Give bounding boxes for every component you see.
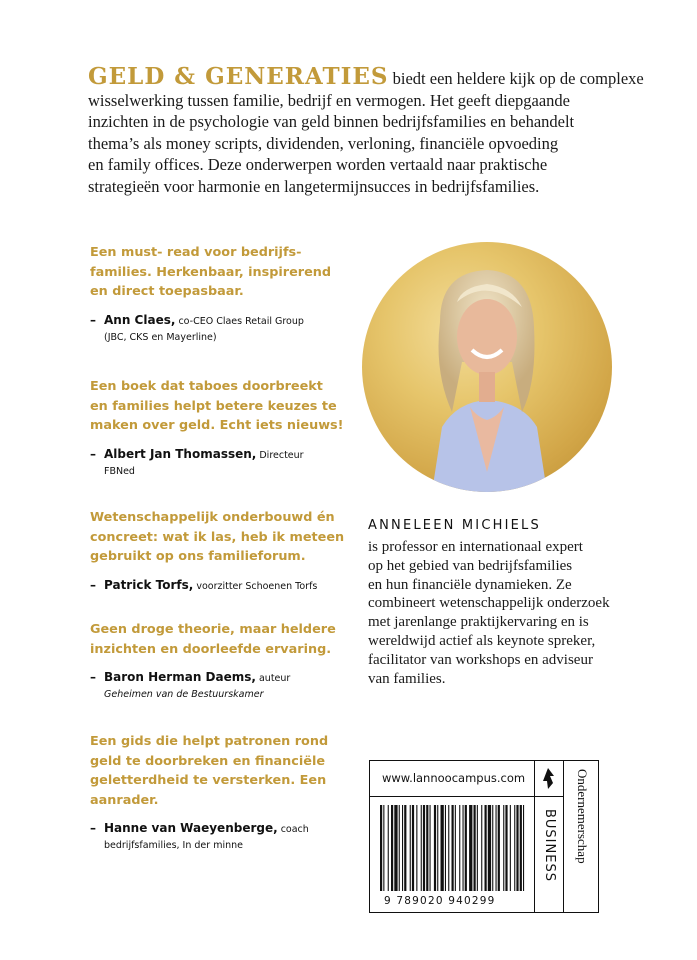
quote-line: inzichten en doorleefde ervaring. [90, 641, 332, 657]
bio-line: facilitator van workshops en adviseur [368, 651, 593, 668]
endorser-role: Directeur [256, 449, 304, 461]
barcode-bar [469, 805, 472, 891]
barcode-bar [455, 805, 456, 891]
genre-cell [563, 761, 598, 912]
quote-attribution: – Albert Jan Thomassen, Directeur FBNed [90, 446, 360, 480]
endorsement-quote [90, 377, 360, 480]
quote-text [90, 732, 360, 810]
barcode-bar [503, 805, 504, 891]
endorser-name: Albert Jan Thomassen, [104, 446, 257, 461]
barcode-bar [437, 805, 438, 891]
quote-line: Wetenschappelijk onderbouwd én [90, 510, 335, 525]
barcode-bar [492, 805, 493, 891]
endorser-book-title: Geheimen van de Bestuurskamer [104, 689, 264, 700]
publisher-info-box [369, 760, 599, 913]
barcode [378, 805, 528, 893]
bio-line: van families. [368, 670, 446, 687]
endorser-role-cont: FBNed [104, 465, 135, 477]
barcode-bar [481, 805, 482, 891]
barcode-bar [430, 805, 431, 891]
quote-line: en families helpt betere keuzes te [90, 398, 337, 414]
genre-label: Ondernemerschap [575, 769, 590, 864]
quote-line: en direct toepasbaar. [90, 284, 244, 299]
barcode-bar [445, 805, 446, 891]
publisher-logo-cell [534, 761, 563, 797]
quote-line: Een boek dat taboes doorbreekt [90, 379, 323, 394]
endorser-role: co-CEO Claes Retail Group [175, 315, 304, 327]
barcode-bar [399, 805, 400, 891]
barcode-bar [410, 805, 411, 891]
bio-line: combineert wetenschappelijk onderzoek [368, 595, 610, 612]
category-label: BUSINESS [542, 809, 557, 882]
barcode-bar [516, 805, 518, 891]
endorser-role: coach [277, 824, 309, 835]
bio-line: met jarenlange praktijkervaring en is [368, 614, 589, 631]
intro-line: en family offices. Deze onderwerpen worden vertaald naar praktische [88, 155, 548, 174]
barcode-bar [402, 805, 403, 891]
barcode-bar [394, 805, 397, 891]
barcode-bar [383, 805, 384, 891]
bio-line: op het gebied van bedrijfsfamilies [368, 557, 573, 574]
publisher-logo-icon [535, 761, 562, 795]
barcode-bar [416, 805, 417, 891]
bio-line: en hun financiële dynamieken. Ze [368, 576, 572, 593]
quote-line: gebruikt op ons familieforum. [90, 549, 306, 564]
endorser-role-cont: bedrijfsfamilies, In der minne [104, 840, 243, 851]
barcode-bar [391, 805, 393, 891]
endorser-name: Baron Herman Daems, [104, 670, 256, 684]
bio-line: wereldwijd actief als keynote spreker, [368, 632, 596, 649]
endorsement-quote [90, 732, 360, 854]
barcode-bar [423, 805, 425, 891]
endorser-name: Ann Claes, [104, 312, 176, 327]
barcode-bar [448, 805, 449, 891]
quote-attribution: – Patrick Torfs, voorzitter Schoenen Torfs [90, 577, 318, 592]
barcode-bar [496, 805, 497, 891]
barcode-bar [452, 805, 454, 891]
endorser-name: Hanne van Waeyenberge, [104, 821, 278, 835]
barcode-bar [474, 805, 476, 891]
quote-text [90, 508, 360, 567]
barcode-bar [459, 805, 460, 891]
quote-line: Een gids die helpt patronen rond [90, 734, 329, 749]
endorser-role-cont: (JBC, CKS en Mayerline) [104, 331, 217, 343]
endorsement-quote [90, 620, 360, 703]
quote-line: Een must- read voor bedrijfs- [90, 245, 302, 260]
endorsement-quote [90, 508, 360, 595]
endorsement-quote [90, 243, 360, 346]
barcode-bar [463, 805, 464, 891]
url-row [370, 761, 534, 797]
quote-line: geletterdheid te versterken. Een [90, 773, 327, 788]
barcode-bar [510, 805, 511, 891]
quote-text [90, 243, 360, 302]
quote-attribution: – Ann Claes, co-CEO Claes Retail Group (JBC, CKS en Mayerline) [90, 312, 360, 346]
barcode-bar [465, 805, 467, 891]
intro-paragraph [88, 63, 644, 197]
author-portrait [362, 242, 612, 492]
barcode-bar [477, 805, 478, 891]
barcode-bar [441, 805, 444, 891]
endorser-name: Patrick Torfs, [104, 577, 194, 592]
quote-line: Geen droge theorie, maar heldere [90, 622, 336, 637]
quote-line: concreet: wat ik las, heb ik meteen [90, 529, 345, 545]
author-photo-illustration [362, 242, 612, 492]
quote-text [90, 620, 360, 659]
barcode-bar [520, 805, 522, 891]
quote-line: geld te doorbreken en financiële [90, 753, 326, 769]
intro-line: wisselwerking tussen familie, bedrijf en vermogen. Het geeft diepgaande [88, 90, 571, 110]
quote-text [90, 377, 360, 436]
intro-first-line-text: biedt een heldere kijk op de complexe [388, 69, 644, 88]
book-title-brand: GELD & GENERATIES [88, 63, 389, 90]
publisher-url[interactable]: www.lannoocampus.com [382, 771, 526, 785]
quote-line: maken over geld. Echt iets nieuws! [90, 418, 344, 433]
barcode-bar [523, 805, 524, 891]
quote-line: families. Herkenbaar, inspirerend [90, 264, 332, 280]
intro-line: thema’s als money scripts, dividenden, verloning, financiële opvoeding [88, 133, 559, 153]
intro-line: inzichten in de psychologie van geld binnen bedrijfsfamilies en behandelt [88, 112, 575, 131]
endorser-role: auteur [255, 673, 291, 684]
barcode-bar [426, 805, 428, 891]
category-cell [534, 797, 563, 912]
barcode-bar [488, 805, 491, 891]
barcode-bar [388, 805, 389, 891]
endorser-role: voorzitter Schoenen Torfs [193, 580, 318, 592]
barcode-bar [485, 805, 487, 891]
intro-line: strategieën voor harmonie en langetermijnsucces in bedrijfsfamilies. [88, 176, 540, 196]
isbn-number: 9 789020 940299 [384, 895, 496, 907]
barcode-bar [412, 805, 414, 891]
quote-line: aanrader. [90, 792, 159, 808]
quote-attribution: – Hanne van Waeyenberge, coach bedrijfsfamilies, In der minne [90, 820, 360, 854]
barcode-bar [434, 805, 436, 891]
barcode-bar [498, 805, 500, 891]
bio-line: is professor en internationaal expert [368, 539, 583, 555]
author-bio [368, 538, 628, 688]
author-name: ANNELEEN MICHIELS [368, 518, 541, 533]
barcode-bar [380, 805, 382, 891]
barcode-bar [421, 805, 422, 891]
barcode-bar [404, 805, 406, 891]
barcode-bar [505, 805, 507, 891]
quote-attribution: – Baron Herman Daems, auteur Geheimen van de Bestuurskamer [90, 669, 360, 703]
intro-first-line [88, 63, 644, 90]
barcode-bar [514, 805, 515, 891]
